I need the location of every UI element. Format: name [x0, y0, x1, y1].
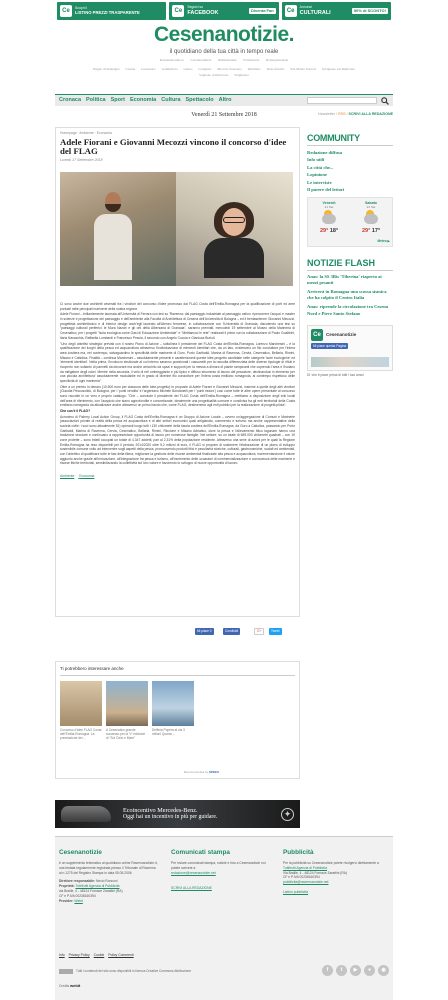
community-item[interactable]: Lopinione	[307, 172, 327, 178]
fb-share-button[interactable]: Condividi	[225, 629, 239, 634]
recommended-thumbnail	[106, 681, 148, 726]
footer-links	[59, 953, 137, 958]
cloud-icon	[322, 214, 336, 224]
footer-link[interactable]: Info	[59, 953, 65, 957]
banner-badge: Diventa Fan	[250, 7, 274, 13]
article-date: Lunedì 17 Settembre 2018	[60, 158, 103, 163]
weather-day: Venerdì 21 Set	[322, 200, 336, 210]
town-link[interactable]: Mercato Saraceno	[217, 67, 242, 71]
community-title: COMMUNITY	[307, 133, 360, 143]
fb-like-button[interactable]: Mi piace 0	[197, 629, 212, 634]
town-link[interactable]: Sogliano al Rubicone	[199, 73, 229, 78]
community-item[interactable]: Redazione diffusa	[307, 150, 343, 155]
cesenanotizie-logo-icon: Ce	[60, 5, 72, 17]
flash-news-item[interactable]: Arriverà in Romagna una scossa sismica che ha colpito il Centro Italia	[307, 289, 387, 301]
town-link[interactable]: Verghereto	[234, 73, 249, 78]
site-tagline: il quotidiano della tua città in tempo reale	[169, 49, 279, 55]
tag-link[interactable]: Ambiente	[60, 473, 75, 478]
community-item[interactable]: Le interviste	[307, 179, 332, 185]
license-notice: Tutti i contenuti del sito sono disponibili in licenza Creative Commons Attribuzione	[59, 969, 191, 974]
banner-line1: Seguici su	[187, 4, 203, 9]
sidebar	[307, 134, 393, 377]
car-image	[61, 806, 111, 822]
provider-link[interactable]: Webit	[74, 899, 83, 904]
banner-line1: Annunci	[299, 4, 312, 9]
article-photo	[60, 172, 293, 286]
fb-cover-image	[311, 357, 389, 367]
ad-banner-mercedes[interactable]	[55, 800, 300, 828]
share-bar	[55, 626, 300, 640]
community-item[interactable]: Info utili	[307, 157, 325, 163]
youtube-icon[interactable]: ▶	[350, 965, 361, 976]
article-paragraph: Oltre a un premio in denaro (10.500 euro per ciascuna delle idee-progetto) le proposte di Adele Fiorani e Giovanni Mecozzi, insieme a quelle degli altri vincitori (Claudia Pescosolido, di Bologna, per i 'punti vendita' e l'argentano Michele Bondanelli per i 'punti ristoro') così come tutte le altre opere presentate al concorso sono raccolte in un vero e proprio catalogo. "Che – conclude il presidente del FLAG Costa dell'Emilia-Romagna – mettiamo a disposizione degli enti locali dell'area di riferimento, con l'auspicio che siano approfondite e concretizzate, idealmente una progettualità comune e condivisa fra gli enti territoriali della Costa emiliano-romagnola da attualizzare anche attraverso un primo bando che, come FLAG, destineremo agli enti pubblici per la realizzazione di progetti-pilota".	[60, 384, 295, 408]
fb-page-like-button[interactable]: Mi piace questa Pagina	[313, 343, 347, 348]
recommended-caption: Delfinia Popera al via 3 milioni Quarta ...	[152, 728, 185, 737]
divider	[307, 145, 393, 146]
menu-item-spettacolo[interactable]: Spettacolo	[185, 96, 214, 103]
cesenanotizie-logo-icon: Ce	[285, 5, 297, 17]
creative-commons-icon[interactable]	[59, 969, 73, 974]
article-tags	[60, 474, 295, 479]
cesenanotizie-logo-icon: Ce	[311, 329, 323, 341]
recommended-title: Ti potrebbero interessare anche	[60, 666, 295, 676]
banner-line2: LISTINO PREZZI TRASPARENTE	[75, 9, 140, 15]
menu-item-sport[interactable]: Sport	[110, 96, 125, 103]
facebook-page-widget[interactable]	[307, 325, 393, 371]
article-paragraph: Adele Fiorani – brillantemente laureata all'Università di Ferrara con tesi su 'Ravenna: dal paesaggio industriale al paesaggio vativo: ripercorrere l'acqua' e master in scienze e progettazione del paesaggio e dell'ambiente alla Facoltà di Architettura di Cesena dell'Università di Bologna – ed il trentaseienne Giovanni Mecozzi, progettista architettonico e di interior design anch'egli laureato all'Ateneo ferrarese, in collaborazione con l'Università di Granada, discutendo una tesi su "paesaggi culturali periferici: le Mura Nazarì e gli orti della Alberzana di Granada", saranno premiati, mercoledì 19 settembre al Museo della Marineria di Cesenatico, per i progetti "Isola ecologica come Oasi di Educazione Ambientale" e "Mettiamoci in rete" realizzati il primo con la collaborazione di Paolo Gualtirini, Ilaria Navacchia, Raffaella Lombardi e Francesco Pescia, il secondo con Angelo Coccia e Gianluca Burioli.	[60, 312, 295, 340]
article-body	[60, 302, 295, 466]
flash-news-item[interactable]: Anas: la SS 3Bis 'Tiberina' riaperta ai mezzi pesanti	[307, 273, 382, 285]
fb-page-name[interactable]: Cesenanotizie	[326, 331, 357, 337]
rss-link[interactable]: RSS	[338, 112, 346, 116]
flash-news-item[interactable]: Anas: riprende la circolazione tra Cesena Nord e Pieve Santo Stefano	[307, 304, 389, 316]
weather-temp: 29° 17°	[362, 227, 381, 234]
banner-listino[interactable]	[57, 2, 166, 20]
town-link[interactable]: Gambettola	[161, 67, 178, 71]
footer-col-about: Cesenanotizie è un supplemento telematico al quotidiano online Ravennanotizie.it, una testata regolarmente registrata presso il Tribunale di Ravenna al n.1275 del Registro Stampa in data 05.05.2006 Direttore responsabile: Nevio Ronconi Proprietà: Tuttifrutti Agenzia di Pubblicità via Braille, 4 - 48124 Fornace Zarattini (RA) CF e P.IVA 00238160394 Provider: Webit	[59, 849, 158, 904]
date-bar: Venerdì 21 Settembre 2018 Newsletter / RSS / SCRIVI ALLA REDAZIONE	[55, 111, 393, 120]
weather-day: Sabato 22 Set	[365, 200, 377, 210]
recommended-thumbnail	[60, 681, 102, 726]
recommended-item[interactable]	[152, 681, 194, 740]
divider	[307, 270, 393, 271]
write-editorial-link[interactable]: SCRIVI ALLA REDAZIONE	[348, 112, 393, 116]
main-menu	[55, 94, 393, 106]
gplus-button[interactable]: G+	[254, 628, 264, 635]
search-input[interactable]	[307, 97, 377, 104]
menu-item-cronaca[interactable]: Cronaca	[59, 96, 82, 103]
weather-widget	[307, 197, 393, 247]
article-paragraph: "Uno degli obiettivi strategici previsti con il nostro Piano di Azione – sottolinea il presidente del FLAG Costa dell'Emilia-Romagna, Lorenzo Marchesini – è la qualificazione dei luoghi della pesca ed acquacoltura attraverso l'individuazione di elementi identitari che, da un lato, evidenzino un filo conduttore per l'intera area costiera ma, nel contempo, salvaguardino le specificità delle marinerie di Goro, Porto Garibaldi, Marina di Ravenna, Cervia, Cesenatico, Bellaria, Rimini, Misano e Cattolica. Finalità – continua Marchesini – assolutamente presenti e caratterizzanti queste idee-progetto candidate nelle categorie 'isole ecologiche' ed 'elementi identitari'. Nella prima, l'involucro strutturale al cui interno saranno posizionati i cassonetti per la raccolta differenziata delle diverse tipologie di rifiuti è ricoperto non soltanto di pannelli da decorare ma anche arricchito da spazi e supporti per la messa a dimora di piante rampicanti che coprendo l'area e l'isolano da mitigatore degli odori. Mentre nella seconda, il velo di reti ombreggiante e più tipico e diffuso strumento di lavoro del pescatore, declinandosi in elemento per una piccola architettura' assolutamente modulabile ed in grado di divenire filo conduttore per l'intera costa emiliano romagnola, al contempo rispettoso delle specificità di ogni marineria".	[60, 341, 295, 383]
flash-news-title: NOTIZIE FLASH	[307, 257, 375, 268]
logo-part2: notizie.	[225, 23, 295, 46]
newsletter-link[interactable]: Newsletter	[318, 112, 336, 116]
menu-item-politica[interactable]: Politica	[86, 96, 106, 103]
menu-item-cultura[interactable]: Cultura	[161, 96, 181, 103]
write-editorial-link[interactable]: SCRIVI ALLA REDAZIONE	[171, 885, 212, 890]
town-link[interactable]: Gatteo	[183, 67, 193, 71]
cesenanotizie-logo-icon: Ce	[172, 5, 184, 17]
social-icons	[322, 965, 389, 976]
fb-note: Di' che ti piace prima di tutti i tuoi amici	[307, 372, 364, 377]
town-link[interactable]: Roncofreddo	[266, 67, 285, 71]
credits[interactable]: Credits webit	[59, 983, 81, 988]
footer-text: è un supplemento telematico al quotidiano online Ravennanotizie.it, una testata regolarmente registrata presso il Tribunale di Ravenna al n.1275 del Registro Stampa in data 05.05.2006	[59, 860, 158, 875]
network-links	[90, 58, 358, 63]
agency-link[interactable]: Tuttifrutti Agenzia di Pubblicità	[283, 865, 328, 870]
recommended-item[interactable]	[106, 681, 148, 740]
article-title: Adele Fiorani e Giovanni Mecozzi vincono il concorso d'idee del FLAG	[60, 136, 287, 157]
top-banners	[57, 2, 391, 20]
price-list-link[interactable]: Listino pubblicità	[283, 889, 309, 894]
footer-link[interactable]: Policy Commenti	[108, 953, 134, 957]
banner-line2: CULTURALI	[299, 9, 331, 16]
town-link[interactable]: Cesenatico	[141, 67, 156, 71]
community-item[interactable]: Il parere del lettori	[307, 187, 345, 193]
menu-item-altro[interactable]: Altro	[218, 96, 232, 103]
rss-icon[interactable]: ◉	[378, 965, 389, 976]
flickr-icon[interactable]: ●	[364, 965, 375, 976]
logo-part1: Cesena	[153, 23, 226, 46]
press-email-link[interactable]: redazione@cesenanotizie.net	[171, 870, 216, 875]
town-link[interactable]: Bagno di Romagna	[93, 67, 120, 71]
recommended-thumbnail	[152, 681, 194, 726]
search-box	[307, 96, 393, 106]
footer-col-title: Comunicati stampa	[171, 849, 230, 856]
article-subheading: Che cos'è il FLAG?	[60, 408, 91, 413]
banner-annunci[interactable]	[282, 2, 391, 20]
owner-link[interactable]: Tuttifrutti Agenzia di Pubblicità	[75, 884, 120, 889]
banner-line1: Scopri il	[75, 5, 88, 10]
ad-line2: Oggi hai un incentivo in più per guidare.	[123, 814, 218, 821]
footer-link[interactable]: Cookie	[93, 953, 105, 957]
community-item[interactable]: La città che...	[307, 164, 334, 170]
town-link[interactable]: Savignano sul Rubicone	[321, 67, 355, 71]
menu-item-economia[interactable]: Economia	[129, 96, 157, 103]
tag-link[interactable]: Economia	[79, 473, 95, 478]
weather-more-link[interactable]: Meteo ▶	[377, 239, 390, 244]
town-link[interactable]: Montiano	[247, 67, 261, 71]
ads-email-link[interactable]: pubblicita@ravennanotizie.net	[283, 880, 329, 885]
cloud-icon	[364, 214, 378, 224]
town-link[interactable]: San Mauro Pascoli	[290, 67, 316, 71]
network-link[interactable]: Fortinotizie	[243, 58, 260, 62]
footer-link[interactable]: Privacy Policy	[68, 953, 90, 957]
town-links	[55, 66, 393, 79]
photo-woman	[176, 172, 293, 286]
town-link[interactable]: Cesena	[125, 67, 136, 71]
mercedes-star-icon: ✦	[281, 808, 294, 821]
breadcrumb[interactable]: Homepage · Ambiente · Economia	[60, 131, 112, 135]
footer-col-ads: Pubblicità Per la pubblicità su Cesenanotizie potete rivolgervi direttamente a Tuttifrutti Agenzia di Pubblicità Via Braille, 4 - 48124 Fornace Zarattini (RA) CF e P.IVA 00238160394 pubblicita@ravennanotizie.net Listino pubblicità	[283, 849, 383, 895]
site-logo[interactable]	[0, 24, 448, 45]
recommended-box	[55, 661, 300, 779]
community-list	[307, 149, 393, 194]
recommended-caption: A Cesenatico grande successo per la 'V' edizione di "Sul Cielo e Mare"	[106, 728, 146, 741]
article	[55, 127, 300, 617]
facebook-icon[interactable]: f	[322, 965, 333, 976]
weather-temp: 29° 18°	[320, 227, 339, 234]
banner-badge: 50% di SCONTO!	[353, 7, 386, 13]
footer-col-title: Cesenanotizie	[59, 849, 102, 856]
footer-col-press: Comunicati stampa Per inviare comunicati stampa, notizie e foto a Cesenanotizie noi potete scrivere a redazione@cesenanotizie.net SCRIVI ALLA REDAZIONE	[171, 849, 271, 891]
network-link[interactable]: Riminisotizie	[218, 58, 237, 62]
footer	[55, 836, 393, 1000]
recommended-caption: Concorso d'idee FLAG Costa dell'Emilia-Romagna. La premiazione dei ...	[60, 728, 102, 741]
ad-line1: Ecoincentivo Mercedes-Benz.	[123, 806, 198, 814]
footer-col-title: Pubblicità	[283, 849, 314, 856]
article-paragraph: Ci sono anche due architetti cesenati fra i vincitori del concorso d'idee promosso dal FLAG Costa dell'Emilia-Romagna per la qualificazione di porti ed aree portuali nelle principali marinerie della nostra regione.	[60, 302, 295, 311]
network-link[interactable]: Romagnanotizie	[266, 58, 289, 62]
banner-facebook[interactable]	[169, 2, 278, 20]
tweet-button[interactable]: Tweet	[271, 629, 280, 634]
network-link[interactable]: Ravennanotizie.it	[159, 58, 184, 62]
current-date: Venerdì 21 Settembre 2018	[191, 112, 257, 118]
recommended-item[interactable]	[60, 681, 102, 740]
photo-man	[60, 172, 176, 286]
banner-line2: FACEBOOK	[187, 9, 219, 16]
search-icon[interactable]	[380, 96, 390, 106]
article-paragraph: Acronimo di Fishery Local Action Group, il FLAG Costa dell'Emilia-Romagna è un Gruppo di Azione Locale – ovvero un'aggregazione di Comuni e Marinerie (associazioni private di realtà della pesca ed acquacoltura e di altri settori economici quali artigianato, commercio e turismo ma anche rappresentative della società civile: i soci sono attualmente 51) operanti lungo tutti i 130 chilometri della fascia costiera dell'Emilia-Romagna, da Goro a Cattolica, passando per Porto Garibaldi, Marina di Ravenna, Cervia, Cesenatico, Bellaria, Rimini, Riccione e Misano Adriatico, dove la pesca e l'allevamento ittico lagunare hanno una tradizione secolare e continuano a rappresentare opportunità di lavoro per numerose famiglie. Nel settore, su un totale di 689.000 chilometri quadrati – con 19 zone protette – sono infatti occupati un totale di 4.347 addetti, pari al 2,31% della popolazione residente. Attraverso una serie di azioni per le quali la Regione Emilia-Romagna ha reso disponibili per il periodo 2014/2020 oltre 5,2 milioni di euro, il FLAG si propone di sostenere l'elaborazione di un piano di sviluppo sostenibile comune volto ad intervenire sugli aspetti della pesca, promuovendo prodotti ittici e peculiarità storiche, culturali, gastronomiche, sociali ed ambientali, con l'obiettivo di qualificare tutte le fasi della filiera, migliorare la gestione delle risorse ambientali finalizzate alla pesca e acquacoltura; incrementandone il valore aggiunto anche grazie all'innovazione, all'integrazione fra pesca e turismo, all'incremento delle occasioni di commercializzazione e conoscenza delle marinerie e risorse ittiche territoriali, sensibilizzando la collettività sul loro valore e favorendo lo sviluppo di nuove opportunità di lavoro.	[60, 414, 295, 466]
twitter-icon[interactable]: t	[336, 965, 347, 976]
town-link[interactable]: Longiano	[198, 67, 212, 71]
recommended-by[interactable]: Recommended by SPEEX	[183, 769, 219, 774]
glasses-icon	[223, 217, 245, 223]
network-link[interactable]: Cervianotizie.it	[190, 58, 212, 62]
